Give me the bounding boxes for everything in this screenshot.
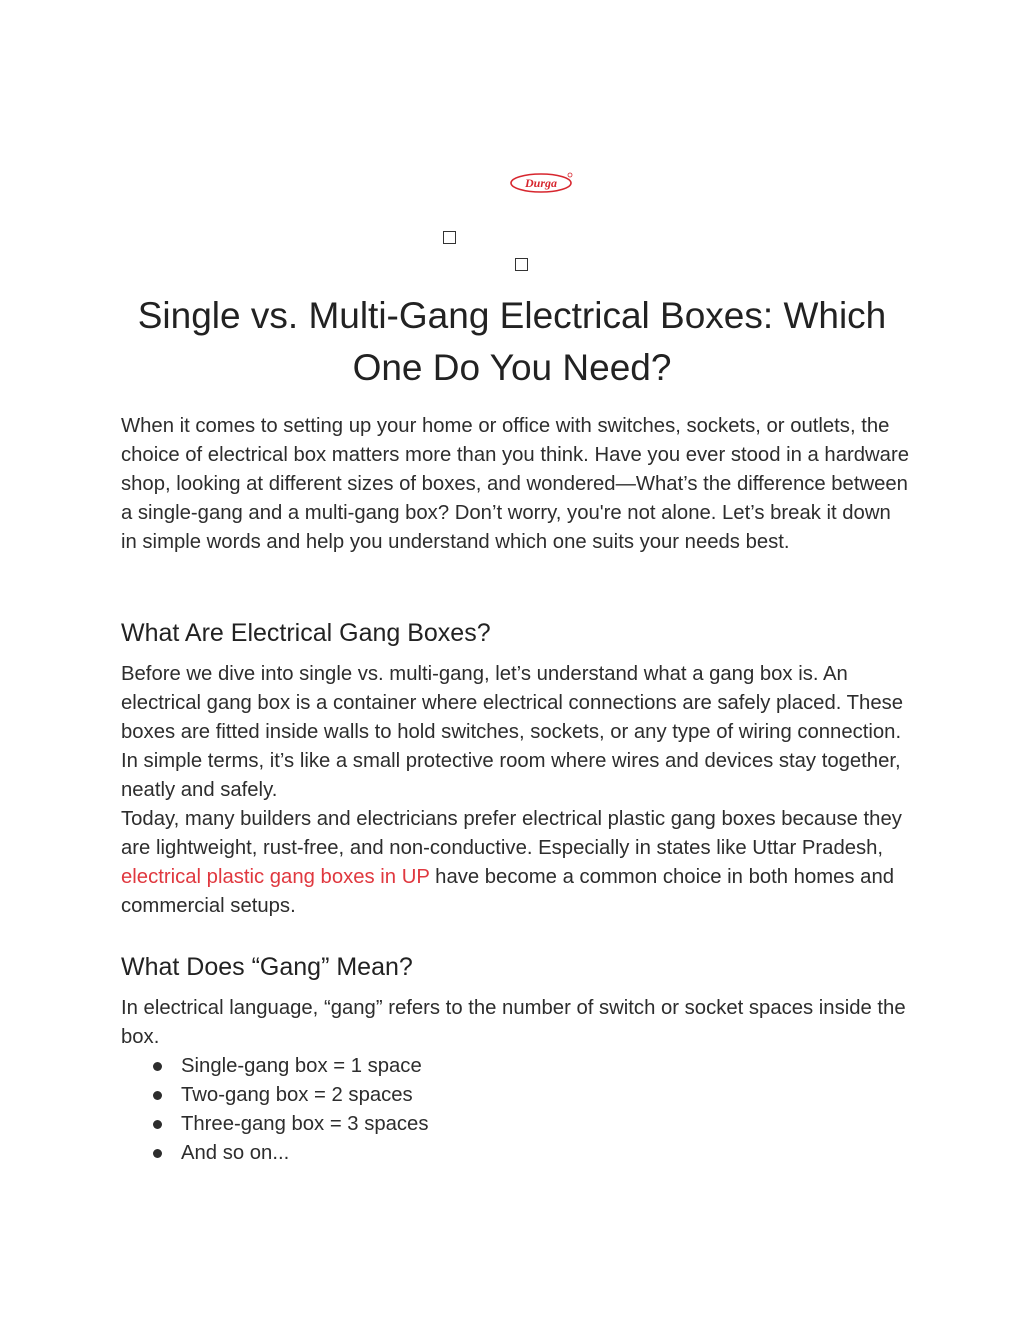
checkbox-icon (515, 258, 528, 271)
section-paragraph: Before we dive into single vs. multi-gang, let’s understand what a gang box is. An electrical gang box is a container where electrical connections are safely placed. These boxes are fitted inside walls to hold switches, sockets, or any type of wiring connection. In simple terms, it’s like a small protective room where wires and devices stay together, neatly and safely. (121, 663, 904, 801)
bullet-icon (153, 1091, 162, 1100)
list-item-text: Three-gang box = 3 spaces (181, 1113, 429, 1135)
paragraph-text: have become a common choice in both homes and commercial setups. (121, 866, 895, 917)
intro-paragraph: When it comes to setting up your home or office with switches, sockets, or outlets, the choice of electrical box matters more than you think. Have you ever stood in a hardware shop, looking at different sizes of boxes, and wondered—What’s the difference between a single-gang and a multi-gang box? Don’t worry, you're not alone. Let’s break it down in simple words and help you understand which one suits your needs best. (121, 415, 909, 553)
list-item (121, 1110, 428, 1139)
gang-boxes-up-link[interactable]: electrical plastic gang boxes in UP (121, 866, 430, 888)
gang-types-list (121, 1052, 428, 1168)
list-item (121, 1081, 428, 1110)
bullet-icon (153, 1120, 162, 1129)
paragraph-text: Today, many builders and electricians prefer electrical plastic gang boxes because they are lightweight, rust-free, and non-conductive. Especially in states like Uttar Pradesh, (121, 808, 902, 859)
section-paragraph (121, 805, 911, 921)
checkbox-icon (443, 231, 456, 244)
section-gang-boxes-body (121, 660, 911, 921)
section-paragraph: In electrical language, “gang” refers to the number of switch or socket spaces inside the box. (121, 997, 906, 1048)
section-heading-gang-meaning: What Does “Gang” Mean? (121, 953, 413, 981)
durga-logo (510, 171, 574, 195)
section-heading-gang-boxes: What Are Electrical Gang Boxes? (121, 619, 491, 647)
list-item (121, 1052, 428, 1081)
logo-text: Durga (524, 176, 558, 190)
list-item-text: Two-gang box = 2 spaces (181, 1084, 413, 1106)
list-item (121, 1139, 428, 1168)
page-title: Single vs. Multi-Gang Electrical Boxes: Which One Do You Need? (137, 295, 887, 388)
list-item-text: And so on... (181, 1142, 290, 1164)
list-item-text: Single-gang box = 1 space (181, 1055, 422, 1077)
bullet-icon (153, 1062, 162, 1071)
bullet-icon (153, 1149, 162, 1158)
